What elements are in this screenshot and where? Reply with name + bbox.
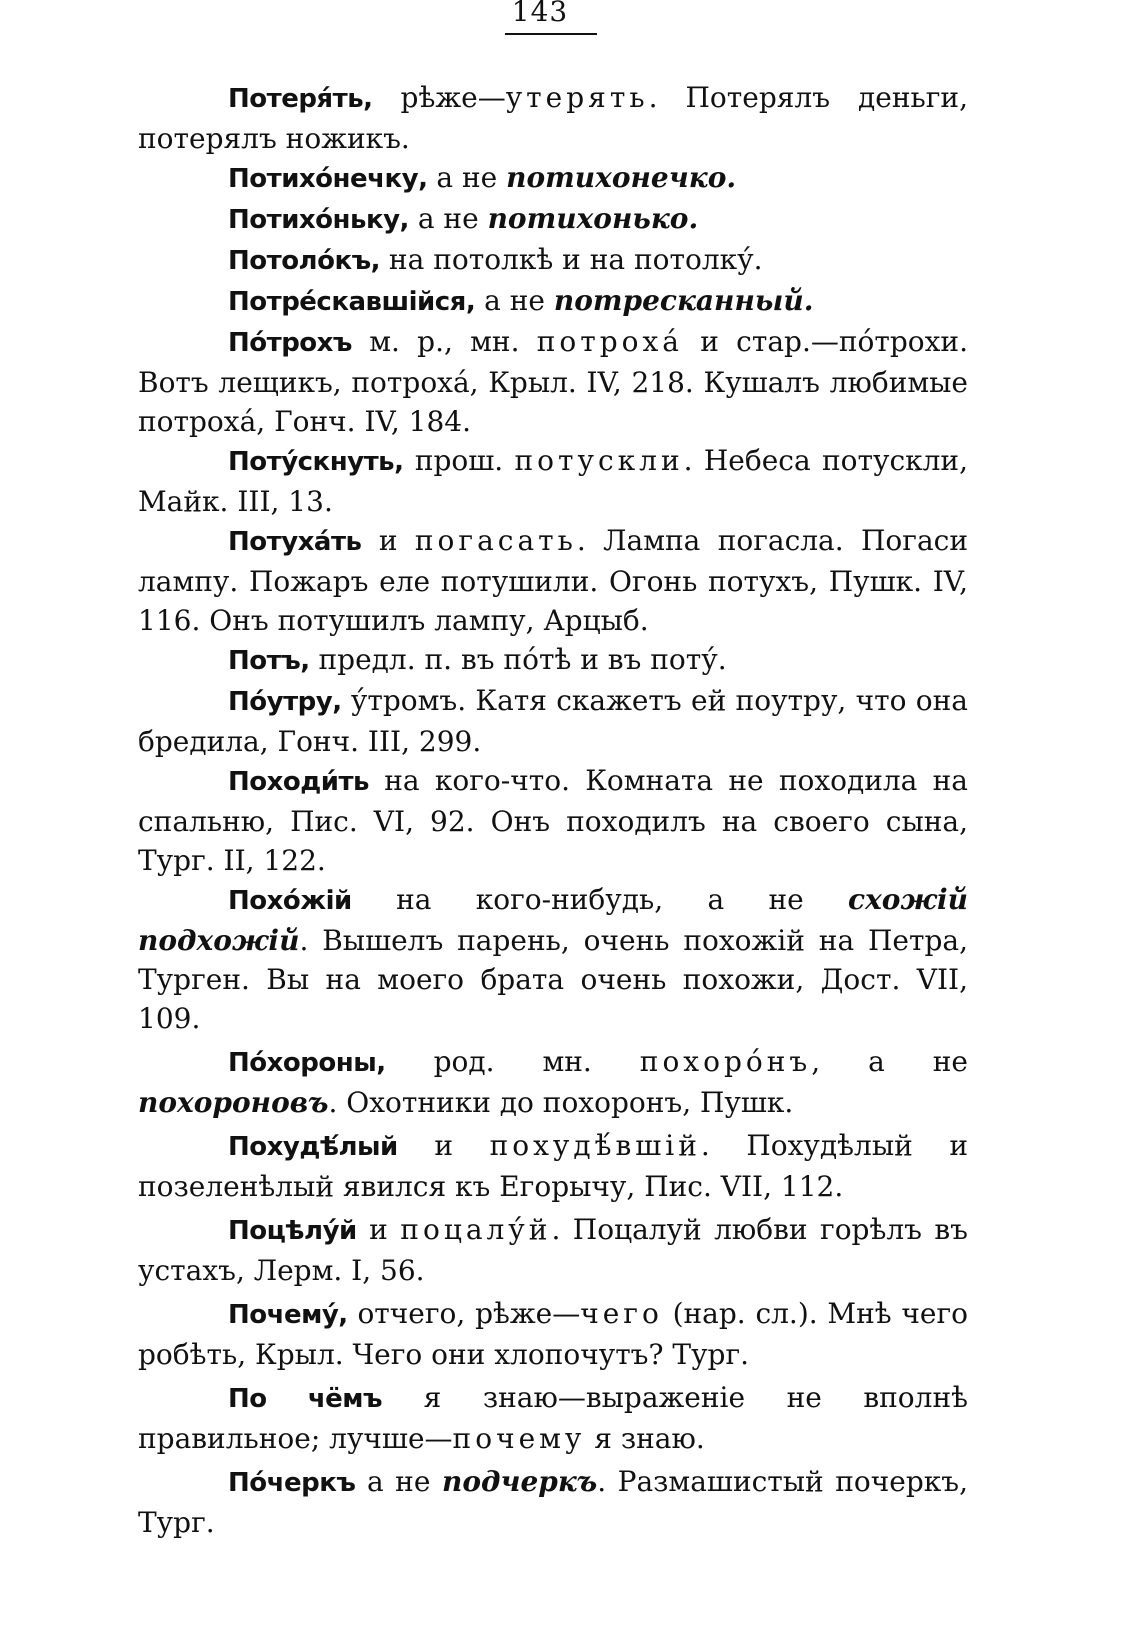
headword: Потре́скавшійся,	[228, 287, 476, 317]
headword: Поцѣлу́й	[228, 1216, 357, 1246]
dictionary-entry	[138, 1210, 968, 1290]
entry-text: рѣже—	[372, 81, 506, 114]
entry-text: на потолкѣ и на потолку́.	[380, 243, 763, 276]
entry-text: . Поцалуй любви горѣлъ въ устахъ, Лерм. I, 56.	[138, 1213, 968, 1287]
entry-text: . Небеса потускли, Майк. III, 13.	[138, 444, 968, 518]
spaced-form: почему	[452, 1422, 586, 1455]
entry-text: м. р., мн.	[351, 325, 537, 358]
entry-text: (нар. сл.). Мнѣ чего робѣть, Крыл. Чего они хлопочутъ? Тург.	[138, 1297, 969, 1371]
spaced-form: похоро́нъ	[639, 1045, 812, 1078]
headword: Потеря́ть,	[228, 84, 373, 114]
dictionary-entry	[138, 1042, 968, 1122]
dictionary-entry	[138, 1378, 968, 1458]
dictionary-entry	[138, 761, 968, 880]
headword: По чёмъ	[228, 1384, 383, 1414]
spaced-form: потроха́	[536, 325, 683, 358]
entry-text: . Лампа погасла. Погаси лампу. Пожаръ еле потушили. Огонь потухъ, Пушк. IV, 116. Онъ потушилъ лампу, Арцыб.	[138, 524, 968, 637]
dictionary-entry	[138, 521, 968, 640]
headword: По́черкъ	[228, 1468, 356, 1498]
headword: Потоло́къ,	[228, 246, 381, 276]
headword: Потихо́ньку,	[228, 205, 409, 235]
dictionary-entry	[138, 441, 968, 521]
headword: Потуха́ть	[228, 527, 362, 557]
entry-text: , а не	[811, 1045, 968, 1078]
entry-text: . Размашистый почеркъ, Тург.	[138, 1465, 968, 1539]
entry-text: у́тромъ. Катя скажетъ ей поутру, что она бредила, Гонч. III, 299.	[138, 684, 968, 758]
dictionary-entry	[138, 640, 968, 681]
headword: Потихо́нечку,	[228, 164, 428, 194]
dictionary-entry	[138, 1126, 968, 1206]
headword: Почему́,	[228, 1300, 348, 1330]
incorrect-form: похороновъ	[138, 1086, 329, 1119]
spaced-form: похудѣ́вшій	[489, 1129, 701, 1162]
dictionary-entry	[138, 240, 968, 281]
dictionary-entry	[138, 880, 968, 1038]
dictionary-entries	[138, 78, 968, 1542]
dictionary-entry	[138, 158, 968, 199]
entry-text: прош.	[403, 444, 515, 477]
dictionary-entry	[138, 78, 968, 158]
entry-text: . Похудѣлый и позеленѣлый явился къ Егорычу, Пис. VII, 112.	[138, 1129, 968, 1203]
entry-text: а не	[408, 202, 488, 235]
incorrect-form: схожій подхожій	[138, 883, 968, 957]
entry-text: и	[397, 1129, 490, 1162]
entry-text: и	[356, 1213, 401, 1246]
entry-text: предл. п. въ по́тѣ и въ поту́.	[309, 643, 727, 676]
entry-text: род. мн.	[385, 1045, 640, 1078]
dictionary-entry	[138, 199, 968, 240]
headword: Потъ,	[228, 646, 310, 676]
entry-text: . Вышелъ парень, очень похожій на Петра, Турген. Вы на моего брата очень похожи, Дост. VII, 109.	[138, 924, 968, 1035]
headword: Похо́жій	[228, 886, 352, 916]
dictionary-entry	[138, 681, 968, 761]
entry-text: а не	[475, 284, 554, 317]
entry-text: отчего, рѣже—	[347, 1297, 581, 1330]
entry-text: я знаю.	[585, 1422, 705, 1455]
incorrect-form: потихонечко.	[506, 161, 737, 194]
incorrect-form: подчеркъ	[441, 1465, 598, 1498]
entry-text: я знаю—выраженіе не вполнѣ правильное; лучше—	[138, 1381, 968, 1455]
entry-text: . Охотники до похоронъ, Пушк.	[328, 1086, 794, 1119]
spaced-form: чего	[580, 1297, 663, 1330]
dictionary-entry	[138, 281, 968, 322]
headword: По́утру,	[228, 687, 342, 717]
headword: По́хороны,	[228, 1048, 386, 1078]
page-number: 143	[511, 0, 569, 28]
incorrect-form: потихонько.	[487, 202, 699, 235]
dictionary-entry	[138, 322, 968, 441]
spaced-form: поцалу́й	[400, 1213, 552, 1246]
entry-text: . Потерялъ деньги, потерялъ ножикъ.	[138, 81, 968, 155]
headword: По́трохъ	[228, 328, 352, 358]
spaced-form: потускли	[514, 444, 684, 477]
spaced-form: погасать	[414, 524, 577, 557]
entry-text: а не	[355, 1465, 442, 1498]
entry-text: на кого-нибудь, а не	[351, 883, 849, 916]
headword: Походи́ть	[228, 767, 369, 797]
entry-text: и стар.—по́трохи. Вотъ лещикъ, потроха́, Крыл. IV, 218. Кушалъ любимые потроха́, Гонч. IV, 184.	[138, 325, 968, 438]
dictionary-entry	[138, 1294, 968, 1374]
spaced-form: утерять	[505, 81, 649, 114]
headword: Поту́скнуть,	[228, 447, 404, 477]
incorrect-form: потресканный.	[553, 284, 814, 317]
dictionary-entry	[138, 1462, 968, 1542]
headword: Похудѣ́лый	[228, 1132, 398, 1162]
header-rule	[505, 33, 597, 35]
entry-text: и	[361, 524, 415, 557]
entry-text: а не	[427, 161, 507, 194]
entry-text: на кого-что. Комната не походила на спальню, Пис. VI, 92. Онъ походилъ на своего сына, Тург. II, 122.	[138, 764, 968, 877]
